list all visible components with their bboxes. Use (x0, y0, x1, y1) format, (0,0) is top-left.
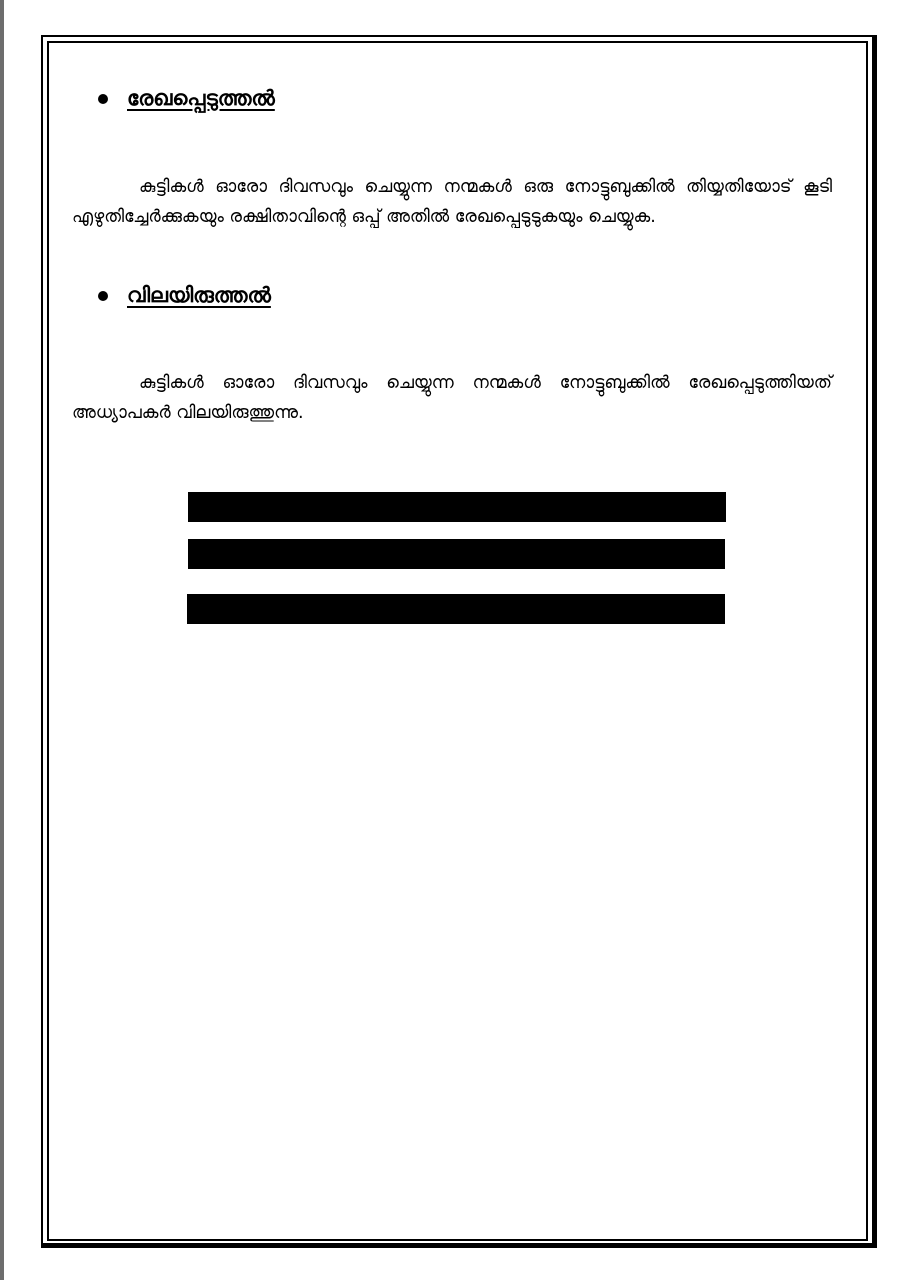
redaction-bar-3 (187, 594, 725, 624)
redaction-bar-2 (188, 539, 725, 569)
bullet-icon (98, 94, 108, 104)
redaction-bar-1 (188, 492, 726, 522)
left-edge-strip (0, 0, 4, 1280)
section-2-heading: വിലയിരുത്തൽ (127, 283, 271, 307)
section-1-heading: രേഖപ്പെടുത്തൽ (127, 86, 275, 110)
section-2-paragraph: കുട്ടികൾ ഓരോ ദിവസവും ചെയ്യുന്ന നന്മകൾ നോട്ടുബുക്കിൽ രേഖപ്പെടുത്തിയത് അധ്യാപകർ വിലയിരുത്തുന്നു. (72, 373, 832, 423)
section-2-heading-row (98, 283, 271, 308)
bullet-icon (98, 291, 108, 301)
section-1-heading-row (98, 86, 275, 111)
section-1-paragraph: കുട്ടികൾ ഓരോ ദിവസവും ചെയ്യുന്ന നന്മകൾ ഒരു നോട്ടുബുക്കിൽ തിയ്യതിയോട് കൂടി എഴുതിച്ചേർക്കുകയും രക്ഷിതാവിന്റെ ഒപ്പ് അതിൽ രേഖപ്പെടുടുകയും ചെയ്യുക. (72, 177, 832, 227)
